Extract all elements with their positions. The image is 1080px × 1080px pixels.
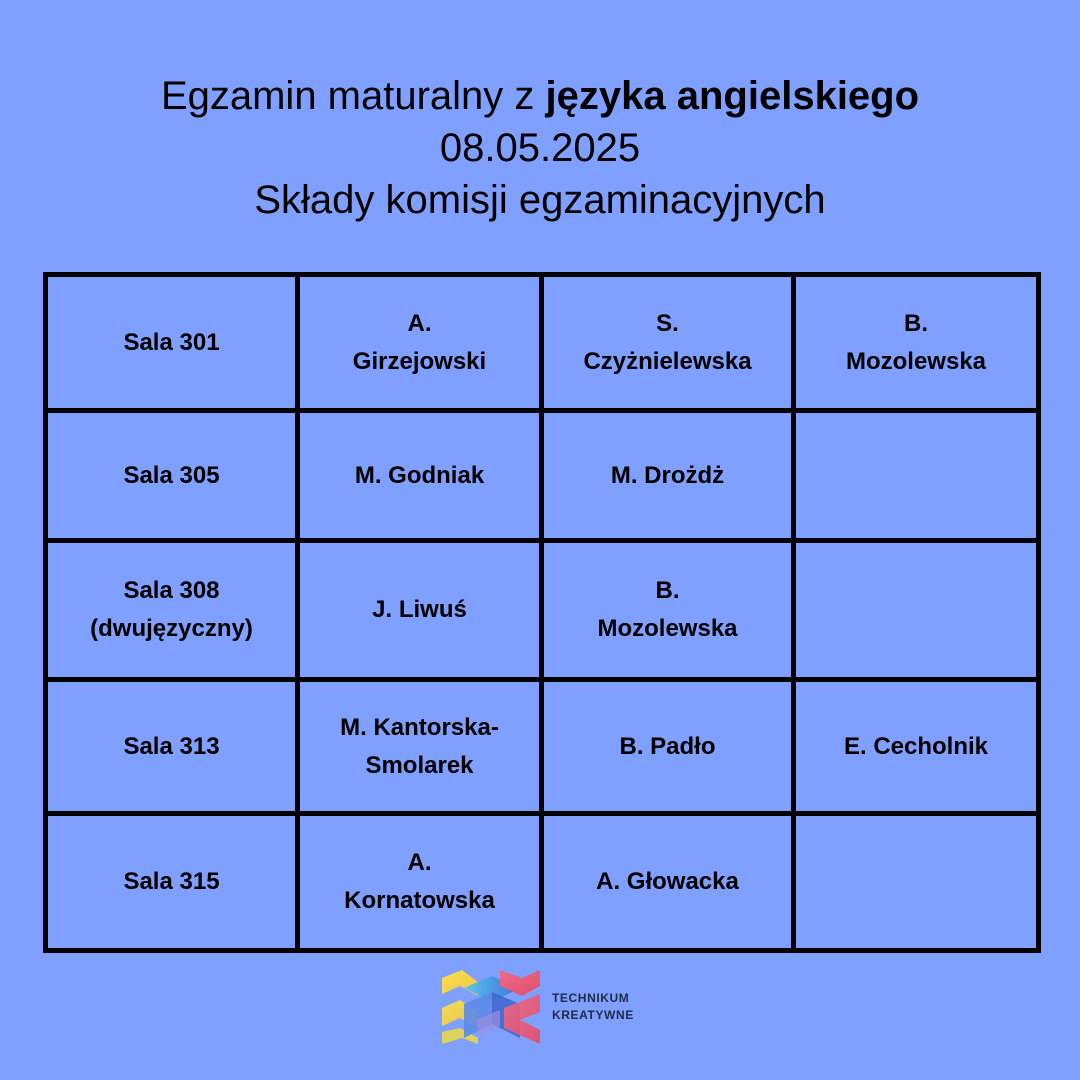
member-name: M. Godniak [354,461,485,489]
member-name: M. Kantorska- Smolarek [340,713,499,779]
title-subject: języka angielskiego [545,74,920,118]
page-header [0,70,1080,226]
table-row [46,411,1039,541]
table-row [46,814,1039,951]
member-name: J. Liwuś [372,596,467,623]
member-cell [542,275,794,411]
table-row [46,680,1039,814]
title-prefix: Egzamin maturalny z [160,74,546,118]
member-name: A. Głowacka [596,868,739,895]
room-name: Sala 301 [123,328,220,356]
member-name: A. Kornatowska [344,849,495,914]
room-name: Sala 315 [123,868,220,895]
room-cell [46,814,298,951]
member-cell [542,541,794,680]
member-cell [794,814,1039,951]
logo-line-2: KREATYWNE [552,1008,634,1022]
title-line [0,70,1080,122]
room-name: Sala 305 [123,461,220,489]
member-cell [298,275,542,411]
technikum-kreatywne-logo-icon [440,968,542,1046]
member-cell [794,680,1039,814]
member-cell [794,275,1039,411]
exam-date: 08.05.2025 [439,126,641,170]
member-name: B. Padło [619,732,716,760]
committee-table [43,272,1041,953]
room-name: Sala 308 (dwujęzyczny) [90,577,253,642]
member-cell [794,411,1039,541]
page-subtitle: Składy komisji egzaminacyjnych [254,178,826,222]
table-row [46,275,1039,411]
member-name: S. Czyżnielewska [583,309,752,375]
member-name: M. Drożdż [610,461,725,489]
logo-line-1: TECHNIKUM [552,991,630,1005]
room-cell [46,541,298,680]
member-cell [542,680,794,814]
member-cell [542,814,794,951]
room-name: Sala 313 [123,732,220,760]
member-cell [298,680,542,814]
member-cell [298,814,542,951]
room-cell [46,411,298,541]
room-cell [46,275,298,411]
member-name: B. Mozolewska [597,577,738,642]
member-cell [298,541,542,680]
member-name: A. Girzejowski [352,309,487,375]
table-row [46,541,1039,680]
member-cell [794,541,1039,680]
room-cell [46,680,298,814]
school-logo [440,968,650,1046]
member-name: B. Mozolewska [845,309,987,375]
committee-table-container [43,272,1036,953]
member-name: E. Cecholnik [843,732,989,760]
logo-wordmark [552,990,634,1024]
member-cell [298,411,542,541]
member-cell [542,411,794,541]
